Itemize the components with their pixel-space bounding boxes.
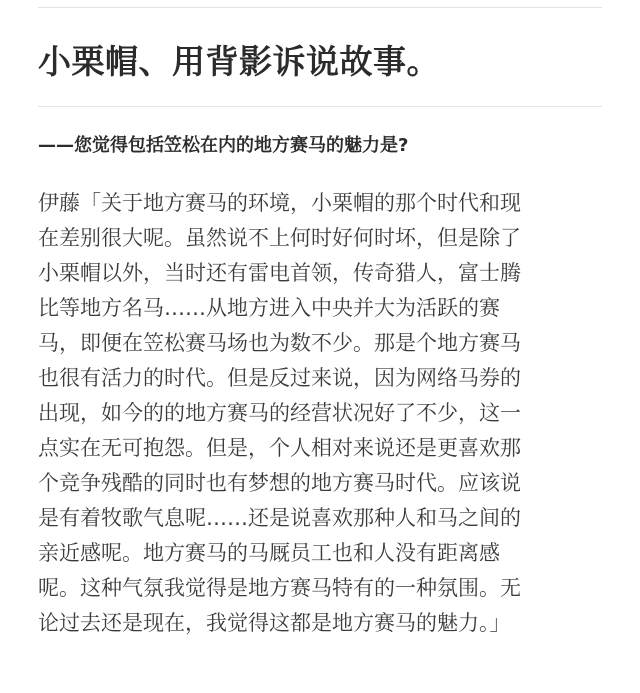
- top-divider: [38, 7, 602, 8]
- answer-line: 出现，如今的的地方赛马的经营状况好了不少，这一: [38, 401, 521, 425]
- answer-line: 比等地方名马……从地方进入中央并大为活跃的赛: [38, 296, 500, 320]
- article-headline: 小栗帽、用背影诉说故事。: [38, 42, 440, 81]
- interview-answer: [38, 186, 602, 641]
- answer-line: 个竞争残酷的同时也有梦想的地方赛马时代。应该说: [38, 471, 521, 495]
- answer-line: 呢。这种气氛我觉得是地方赛马特有的一种氛围。无: [38, 576, 521, 600]
- answer-line: 点实在无可抱怨。但是，个人相对来说还是更喜欢那: [38, 436, 521, 460]
- interview-question: ——您觉得包括笠松在内的地方赛马的魅力是?: [38, 135, 409, 156]
- answer-line: 马，即便在笠松赛马场也为数不少。那是个地方赛马: [38, 331, 521, 355]
- answer-line: 伊藤「关于地方赛马的环境，小栗帽的那个时代和现: [38, 191, 521, 215]
- answer-line: 亲近感呢。地方赛马的马厩员工也和人没有距离感: [38, 541, 500, 565]
- answer-line: 是有着牧歌气息呢……还是说喜欢那种人和马之间的: [38, 506, 521, 530]
- answer-line: 论过去还是现在，我觉得这都是地方赛马的魅力。」: [38, 611, 511, 635]
- headline-divider: [38, 106, 602, 107]
- answer-line: 也很有活力的时代。但是反过来说，因为网络马券的: [38, 366, 521, 390]
- answer-line: 在差别很大呢。虽然说不上何时好何时坏，但是除了: [38, 226, 521, 250]
- answer-line: 小栗帽以外，当时还有雷电首领，传奇猎人，富士腾: [38, 261, 521, 285]
